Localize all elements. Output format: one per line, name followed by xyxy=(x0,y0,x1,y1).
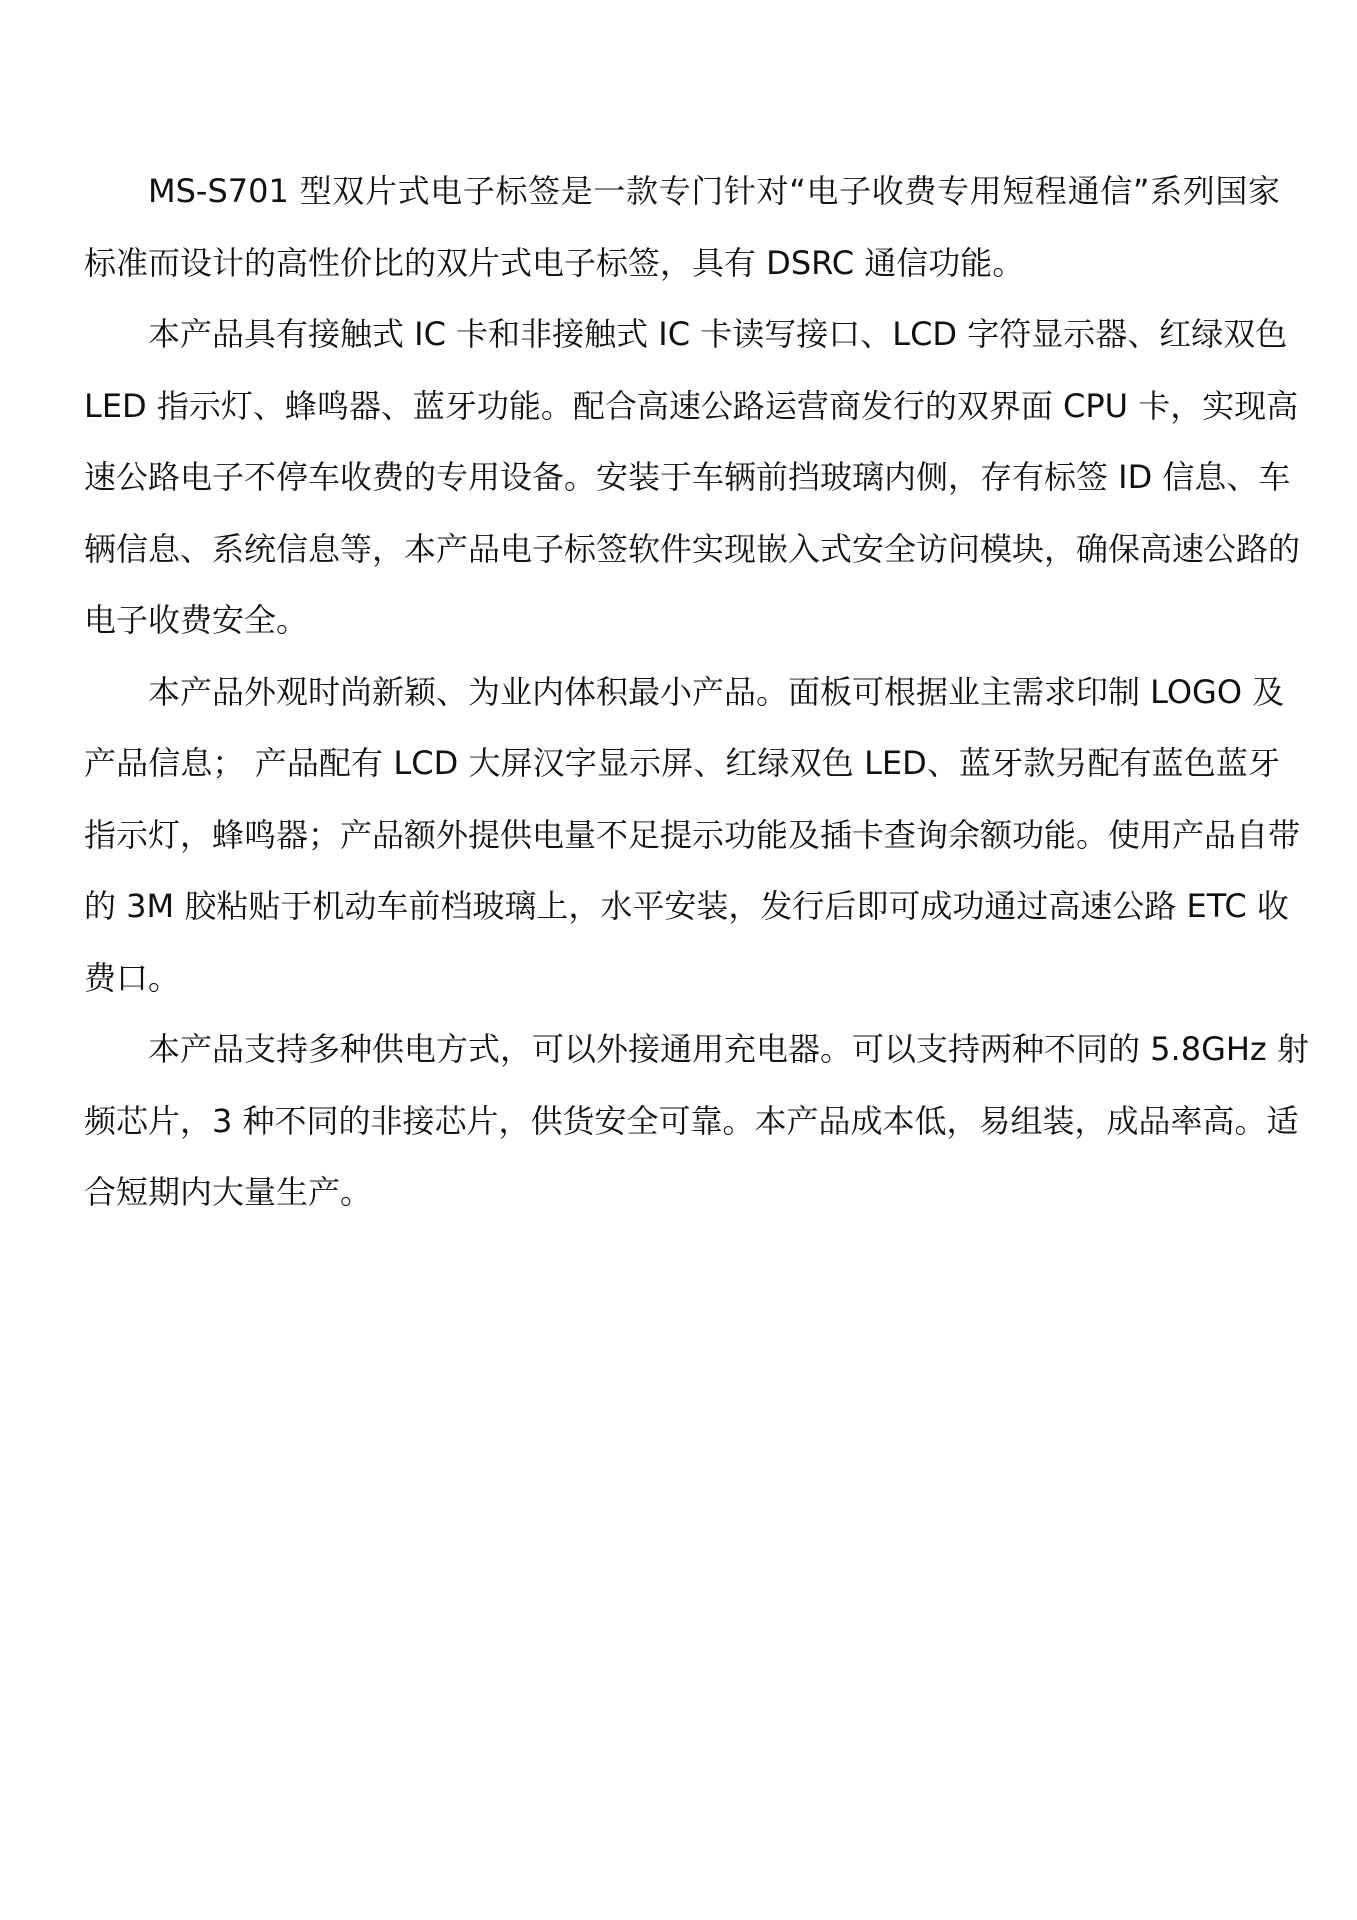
text-line: 指示灯，蜂鸣器；产品额外提供电量不足提示功能及插卡查询余额功能。使用产品自带 xyxy=(84,815,1301,854)
text-line: 标准而设计的高性价比的双片式电子标签，具有 DSRC 通信功能。 xyxy=(84,243,1025,282)
paragraph xyxy=(84,1024,1309,1239)
paragraph xyxy=(84,166,1280,309)
text-line: 辆信息、系统信息等，本产品电子标签软件实现嵌入式安全访问模块，确保高速公路的 xyxy=(84,529,1301,568)
document-body xyxy=(84,166,1309,1239)
text-line: 频芯片，3 种不同的非接芯片，供货安全可靠。本产品成本低，易组装，成品率高。适 xyxy=(84,1101,1299,1140)
text-line: LED 指示灯、蜂鸣器、蓝牙功能。配合高速公路运营商发行的双界面 CPU 卡，实现高 xyxy=(84,386,1299,425)
text-line: 速公路电子不停车收费的专用设备。安装于车辆前挡玻璃内侧，存有标签 ID 信息、车 xyxy=(84,458,1291,496)
text-line: 合短期内大量生产。 xyxy=(84,1173,373,1211)
text-line: MS-S701 型双片式电子标签是一款专门针对“电子收费专用短程通信”系列国家 xyxy=(148,172,1280,210)
text-line: 费口。 xyxy=(84,958,181,997)
text-line: 本产品具有接触式 IC 卡和非接触式 IC 卡读写接口、LCD 字符显示器、红绿双色 xyxy=(148,315,1288,353)
text-line: 电子收费安全。 xyxy=(84,601,309,639)
text-line: 本产品外观时尚新颖、为业内体积最小产品。面板可根据业主需求印制 LOGO 及 xyxy=(148,672,1285,711)
text-line: 本产品支持多种供电方式，可以外接通用充电器。可以支持两种不同的 5.8GHz 射 xyxy=(148,1030,1309,1068)
paragraph xyxy=(84,667,1301,1025)
text-line: 的 3M 胶粘贴于机动车前档玻璃上，水平安装，发行后即可成功通过高速公路 ETC 收 xyxy=(84,887,1289,925)
paragraph xyxy=(84,309,1301,667)
text-line: 产品信息； 产品配有 LCD 大屏汉字显示屏、红绿双色 LED、蓝牙款另配有蓝色蓝牙 xyxy=(84,744,1280,782)
document-page xyxy=(84,166,1309,1239)
